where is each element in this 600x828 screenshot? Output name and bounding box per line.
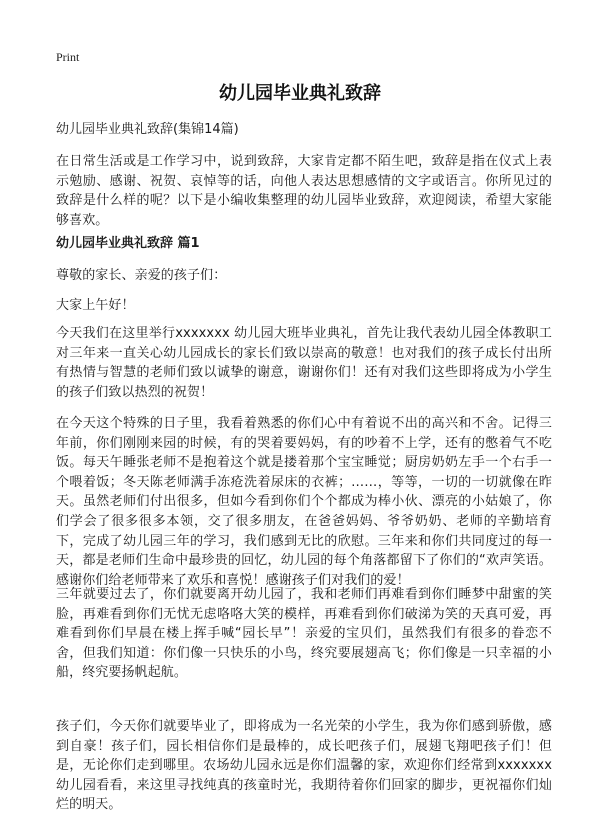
body-paragraph: 孩子们，今天你们就要毕业了，即将成为一名光荣的小学生，我为你们感到骄傲，感到自豪！孩子们，园长相信你们是最棒的，成长吧孩子们，展翅飞翔吧孩子们！但是，无论你们走到哪里。农场幼儿园永远是你们温馨的家，欢迎你们经常到xxxxxxx 幼儿园看看，来这里寻找纯真的孩童时光，我期待着你们回家的脚步，更祝福你们灿烂的明天。 (56, 719, 552, 813)
greeting-paragraph: 大家上午好！ (56, 298, 135, 313)
section-heading: 幼儿园毕业典礼致辞 篇1 (56, 236, 200, 251)
body-paragraph: 在今天这个特殊的日子里，我看着熟悉的你们心中有着说不出的高兴和不舍。记得三年前，你们刚刚来园的时候，有的哭着要妈妈，有的吵着不上学，还有的憋着气不吃饭。每天午睡张老师不是抱着这个就是搂着那个宝宝睡觉；厨房奶奶左手一个右手一个喂着饭；冬天陈老师满手冻疮洗着尿床的衣裤；……，等等，一切的一切就像在昨天。虽然老师们付出很多，但如今看到你们个个都成为棒小伙、漂亮的小姑娘了，你们学会了很多很多本领，交了很多朋友，在爸爸妈妈、爷爷奶奶、老师的辛勤培育下，完成了幼儿园三年的学习，我们感到无比的欣慰。三年来和你们共同度过的每一天，都是老师们生命中最珍贵的回忆，幼儿园的每个角落都留下了你们的“欢声笑语。感谢你们给老师带来了欢乐和喜悦！感谢孩子们对我们的爱！ (56, 416, 552, 588)
document-subtitle: 幼儿园毕业典礼致辞(集锦14篇) (56, 122, 239, 137)
intro-paragraph: 在日常生活或是工作学习中，说到致辞，大家肯定都不陌生吧，致辞是指在仪式上表示勉励、感谢、祝贺、哀悼等的话，向他人表达思想感情的文字或语言。你所见过的致辞是什么样的呢？以下是小编收集整理的幼儿园毕业致辞，欢迎阅读，希望大家能够喜欢。 (56, 154, 552, 228)
body-paragraph: 三年就要过去了，你们就要离开幼儿园了，我和老师们再难看到你们睡梦中甜蜜的笑脸，再难看到你们无忧无虑咯咯大笑的模样，再难看到你们破涕为笑的天真可爱，再难看到你们早晨在楼上挥手喊“园长早”！亲爱的宝贝们，虽然我们有很多的眷恋不舍，但我们知道：你们像一只快乐的小鸟，终究要展翅高飞；你们像是一只幸福的小船，终究要扬帆起航。 (56, 587, 552, 681)
body-paragraph: 今天我们在这里举行xxxxxxx 幼儿园大班毕业典礼，首先让我代表幼儿园全体教职工对三年来一直关心幼儿园成长的家长们致以崇高的敬意！也对我们的孩子成长付出所有热情与智慧的老师们致以诚挚的谢意，谢谢你们！还有对我们这些即将成为小学生的孩子们致以热烈的祝贺！ (56, 326, 552, 400)
page-title: 幼儿园毕业典礼致辞 (219, 83, 381, 104)
print-link[interactable]: Print (56, 50, 80, 64)
greeting-paragraph: 尊敬的家长、亲爱的孩子们： (56, 268, 227, 283)
